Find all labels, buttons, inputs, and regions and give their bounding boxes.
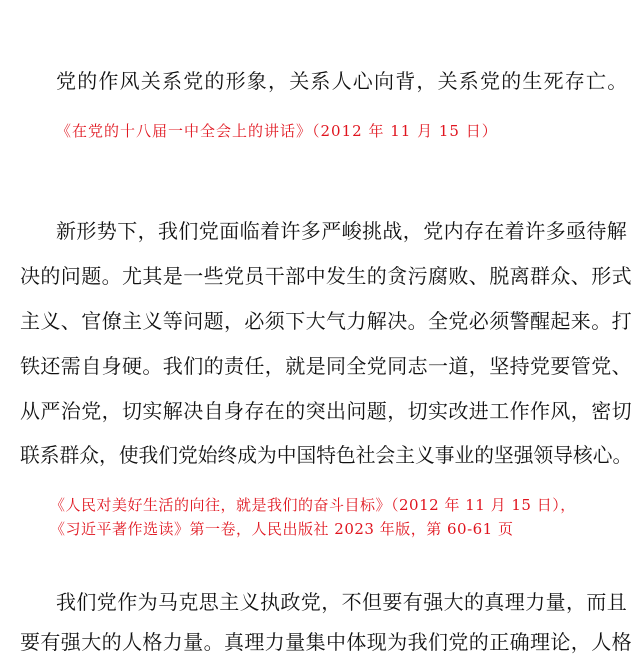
paragraph-line: 主义、官僚主义等问题，必须下大气力解决。全党必须警醒起来。打 — [20, 309, 632, 333]
paragraph-line: 联系群众，使我们党始终成为中国特色社会主义事业的坚强领导核心。 — [20, 444, 633, 467]
quote-2-citation-line-1: 《人民对美好生活的向往，就是我们的奋斗目标》（2012 年 11 月 15 日）， — [50, 496, 576, 514]
paragraph-line: 铁还需自身硬。我们的责任，就是同全党同志一道，坚持党要管党、 — [20, 354, 632, 378]
paragraph-line: 我们党作为马克思主义执政党，不但要有强大的真理力量，而且 — [56, 590, 628, 614]
paragraph-line: 要有强大的人格力量。真理力量集中体现为我们党的正确理论，人格 — [20, 630, 632, 654]
paragraph-line: 从严治党，切实解决自身存在的突出问题，切实改进工作作风，密切 — [20, 399, 632, 423]
quote-1-text: 党的作风关系党的形象，关系人心向背，关系党的生死存亡。 — [56, 69, 629, 93]
quote-1-citation: 《在党的十八届一中全会上的讲话》（2012 年 11 月 15 日） — [56, 122, 498, 140]
quote-2-citation-line-2: 《习近平著作选读》第一卷，人民出版社 2023 年版，第 60-61 页 — [50, 520, 514, 538]
paragraph-line: 新形势下，我们党面临着许多严峻挑战，党内存在着许多亟待解 — [56, 219, 628, 243]
paragraph-line: 决的问题。尤其是一些党员干部中发生的贪污腐败、脱离群众、形式 — [20, 264, 632, 288]
